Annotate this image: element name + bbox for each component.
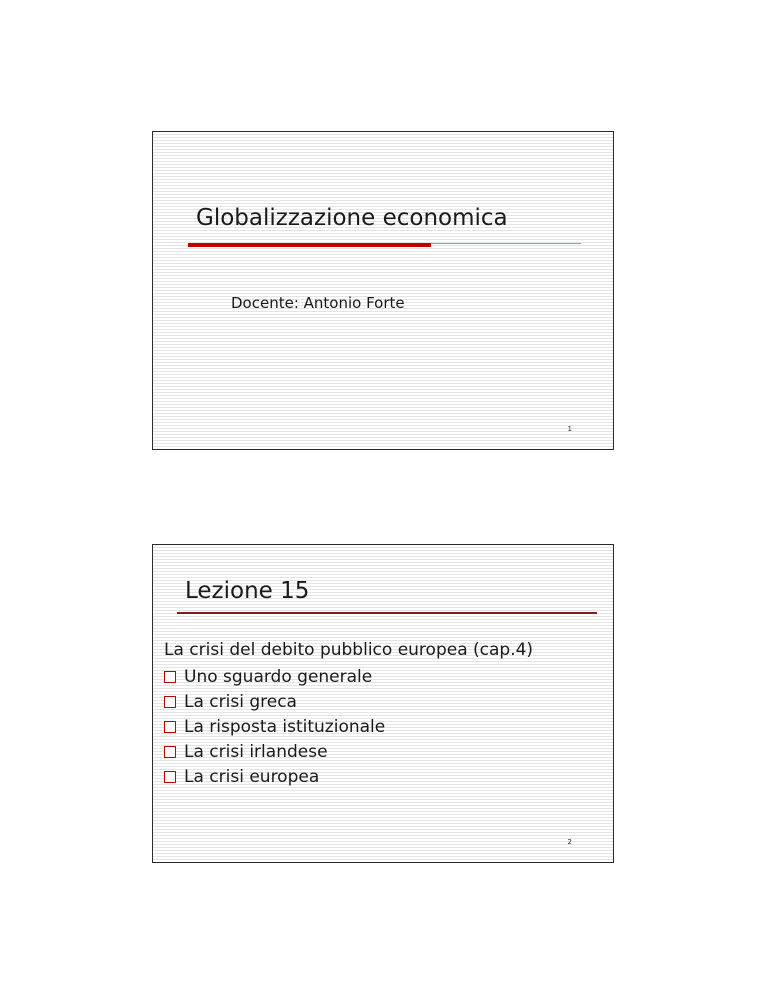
bullet-list: [164, 664, 385, 789]
list-item-label: La crisi greca: [184, 691, 297, 712]
page-number: 2: [567, 838, 572, 846]
list-item: [164, 764, 385, 789]
title-underline: [177, 612, 597, 614]
list-item: [164, 739, 385, 764]
list-item-label: La risposta istituzionale: [184, 716, 386, 737]
square-bullet-icon: [164, 671, 176, 683]
square-bullet-icon: [164, 721, 176, 733]
list-item-label: La crisi irlandese: [184, 741, 328, 762]
list-item: [164, 689, 385, 714]
slide-title: Globalizzazione economica: [196, 205, 508, 231]
title-underline-thin: [431, 243, 581, 244]
slide-intro: La crisi del debito pubblico europea (cap.4): [164, 640, 534, 660]
square-bullet-icon: [164, 746, 176, 758]
slide-subtitle: Docente: Antonio Forte: [231, 294, 405, 312]
list-item: [164, 714, 385, 739]
square-bullet-icon: [164, 696, 176, 708]
slide-title: Lezione 15: [185, 578, 310, 604]
slide-2: [152, 544, 614, 863]
list-item-label: Uno sguardo generale: [184, 666, 373, 687]
slide-1: [152, 131, 614, 450]
list-item: [164, 664, 385, 689]
list-item-label: La crisi europea: [184, 766, 320, 787]
title-underline-thick: [188, 243, 431, 247]
square-bullet-icon: [164, 771, 176, 783]
page-number: 1: [567, 425, 572, 433]
